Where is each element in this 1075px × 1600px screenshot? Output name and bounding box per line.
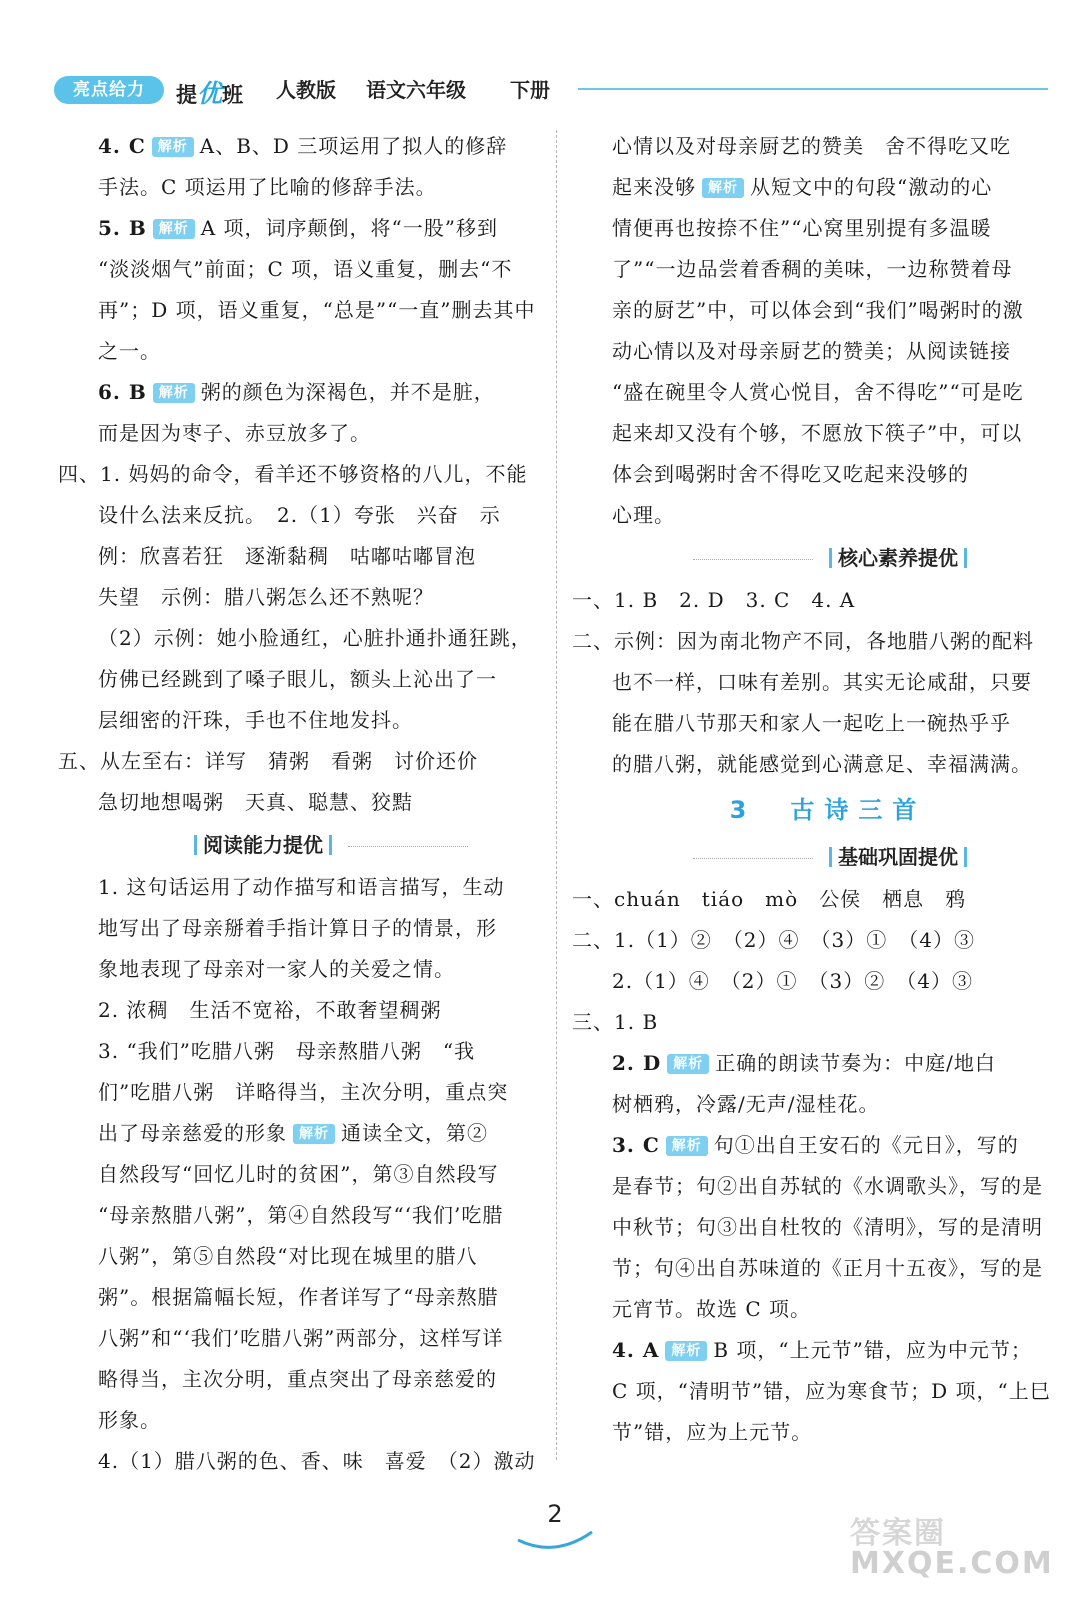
section-heading: 阅读能力提优 — [98, 823, 568, 867]
answer-line: 急切地想喝粥 天真、聪慧、狡黠 — [98, 790, 413, 814]
subject-label: 语文六年级 — [366, 78, 466, 102]
series-title: 提优班 — [176, 79, 244, 108]
answer-line: 亲的厨艺”中，可以体会到“我们”喝粥时的激 — [612, 298, 1024, 322]
right-column — [572, 126, 1051, 1453]
analysis-tag: 解析 — [665, 1341, 707, 1361]
answer-line: 起来却又没有个够，不愿放下筷子”中，可以 — [612, 421, 1023, 445]
answer-line: 地写出了母亲掰着手指计算日子的情景，形 — [98, 916, 497, 940]
answer-line: 层细密的汗珠，手也不住地发抖。 — [98, 708, 413, 732]
answer-line: 们”吃腊八粥 详略得当，主次分明，重点突 — [98, 1080, 509, 1104]
analysis-tag: 解析 — [153, 219, 195, 239]
answer-line: 了”“一边品尝着香稠的美味，一边称赞着母 — [612, 257, 1013, 281]
answer-line: C 项，“清明节”错，应为寒食节；D 项，“上巳 — [612, 1379, 1051, 1403]
answer-line: 仿佛已经跳到了嗓子眼儿，额头上沁出了一 — [98, 667, 497, 691]
answer-line: 6. B 解析 粥的颜色为深褐色，并不是脏， — [98, 380, 495, 404]
analysis-tag: 解析 — [667, 1054, 709, 1074]
answer-line: “母亲熬腊八粥”，第④自然段写“‘我们’吃腊 — [98, 1203, 504, 1227]
answer-line: 设什么法来反抗。 2.（1）夸张 兴奋 示 — [98, 503, 501, 527]
analysis-tag: 解析 — [153, 383, 195, 403]
answer-line: 一、chuán tiáo mò 公侯 栖息 鸦 — [572, 887, 967, 911]
answer-line: “淡淡烟气”前面；C 项，语义重复，删去“不 — [98, 257, 513, 281]
answer-line: 失望 示例：腊八粥怎么还不熟呢？ — [98, 585, 434, 609]
answer-line: 一、1. B 2. D 3. C 4. A — [572, 588, 856, 612]
answer-line: 动心情以及对母亲厨艺的赞美；从阅读链接 — [612, 339, 1011, 363]
answer-line: 2. D 解析 正确的朗读节奏为：中庭/地白 — [612, 1051, 996, 1075]
answer-line: 1. 这句话运用了动作描写和语言描写，生动 — [98, 875, 505, 899]
answer-line: 5. B 解析 A 项，词序颠倒，将“一股”移到 — [98, 216, 498, 240]
answer-line: 自然段写“回忆儿时的贫困”，第③自然段写 — [98, 1162, 499, 1186]
answer-line: 手法。C 项运用了比喻的修辞手法。 — [98, 175, 437, 199]
answer-line: 出了母亲慈爱的形象 解析 通读全文，第② — [98, 1121, 488, 1145]
answer-line: 再”；D 项，语义重复，“总是”“一直”删去其中 — [98, 298, 536, 322]
answer-line: 起来没够 解析 从短文中的句段“激动的心 — [612, 175, 993, 199]
volume-label: 下册 — [510, 78, 550, 102]
answer-line: 的腊八粥，就能感觉到心满意足、幸福满满。 — [612, 752, 1032, 776]
answer-line: 形象。 — [98, 1408, 161, 1432]
header-rule — [578, 88, 1048, 90]
answer-line: 八粥”和“‘我们’吃腊八粥”两部分，这样写详 — [98, 1326, 504, 1350]
brand-badge: 亮点给力 — [54, 76, 164, 104]
answer-line: 节”错，应为上元节。 — [612, 1420, 813, 1444]
answer-line: 象地表现了母亲对一家人的关爱之情。 — [98, 957, 455, 981]
answer-line: 情便再也按捺不住”“心窝里别提有多温暖 — [612, 216, 992, 240]
page-number: 2 — [547, 1500, 563, 1528]
answer-line: 也不一样，口味有差别。其实无论咸甜，只要 — [612, 670, 1032, 694]
answer-line: 2.（1）④ （2）① （3）② （4）③ — [612, 969, 973, 993]
edition-label: 人教版 — [276, 78, 336, 102]
answer-line: 二、示例：因为南北物产不同，各地腊八粥的配料 — [572, 629, 1034, 653]
answer-line: 略得当，主次分明，重点突出了母亲慈爱的 — [98, 1367, 497, 1391]
watermark: 答案圈 MXQE.COM — [850, 1516, 1054, 1581]
answer-line: 例：欣喜若狂 逐渐黏稠 咕嘟咕嘟冒泡 — [98, 544, 476, 568]
answer-line: 二、1.（1）② （2）④ （3）① （4）③ — [572, 928, 975, 952]
analysis-tag: 解析 — [666, 1136, 708, 1156]
answer-line: “盛在碗里令人赏心悦目，舍不得吃”“可是吃 — [612, 380, 1024, 404]
answer-line: 粥”。根据篇幅长短，作者详写了“母亲熬腊 — [98, 1285, 499, 1309]
answer-line: 2. 浓稠 生活不宽裕，不敢奢望稠粥 — [98, 998, 442, 1022]
analysis-tag: 解析 — [293, 1124, 335, 1144]
answer-line: 能在腊八节那天和家人一起吃上一碗热乎乎 — [612, 711, 1011, 735]
section-heading: 基础巩固提优 — [612, 835, 1044, 879]
answer-line: 节；句④出自苏味道的《正月十五夜》，写的是 — [612, 1256, 1043, 1280]
answer-line: （2）示例：她小脸通红，心脏扑通扑通狂跳， — [98, 626, 532, 650]
answer-line: 4. A 解析 B 项，“上元节”错，应为中元节； — [612, 1338, 1032, 1362]
section-heading: 核心素养提优 — [612, 536, 1044, 580]
page-header — [48, 72, 1048, 108]
answer-line: 3. C 解析 句①出自王安石的《元日》，写的 — [612, 1133, 1019, 1157]
left-column — [58, 126, 568, 1482]
lesson-title: 3 古诗三首 — [729, 796, 927, 824]
answer-line: 而是因为枣子、赤豆放多了。 — [98, 421, 371, 445]
answer-line: 中秋节；句③出自杜牧的《清明》，写的是清明 — [612, 1215, 1043, 1239]
answer-line: 八粥”，第⑤自然段“对比现在城里的腊八 — [98, 1244, 478, 1268]
answer-line: 是春节；句②出自苏轼的《水调歌头》，写的是 — [612, 1174, 1043, 1198]
answer-line: 心理。 — [612, 503, 675, 527]
answer-line: 三、1. B — [572, 1010, 659, 1034]
analysis-tag: 解析 — [702, 178, 744, 198]
answer-line: 体会到喝粥时舍不得吃又吃起来没够的 — [612, 462, 969, 486]
answer-line: 元宵节。故选 C 项。 — [612, 1297, 812, 1321]
answer-line: 之一。 — [98, 339, 161, 363]
answer-line: 4. C 解析 A、B、D 三项运用了拟人的修辞 — [98, 134, 508, 158]
answer-line: 四、1. 妈妈的命令，看羊还不够资格的八儿，不能 — [58, 462, 528, 486]
answer-line: 五、从左至右：详写 猜粥 看粥 讨价还价 — [58, 749, 478, 773]
answer-line: 树栖鸦，冷露/无声/湿桂花。 — [612, 1092, 880, 1116]
answer-line: 心情以及对母亲厨艺的赞美 舍不得吃又吃 — [612, 134, 1011, 158]
answer-line: 4.（1）腊八粥的色、香、味 喜爱 （2）激动 — [98, 1449, 536, 1473]
answer-line: 3. “我们”吃腊八粥 母亲熬腊八粥 “我 — [98, 1039, 476, 1063]
analysis-tag: 解析 — [152, 137, 194, 157]
